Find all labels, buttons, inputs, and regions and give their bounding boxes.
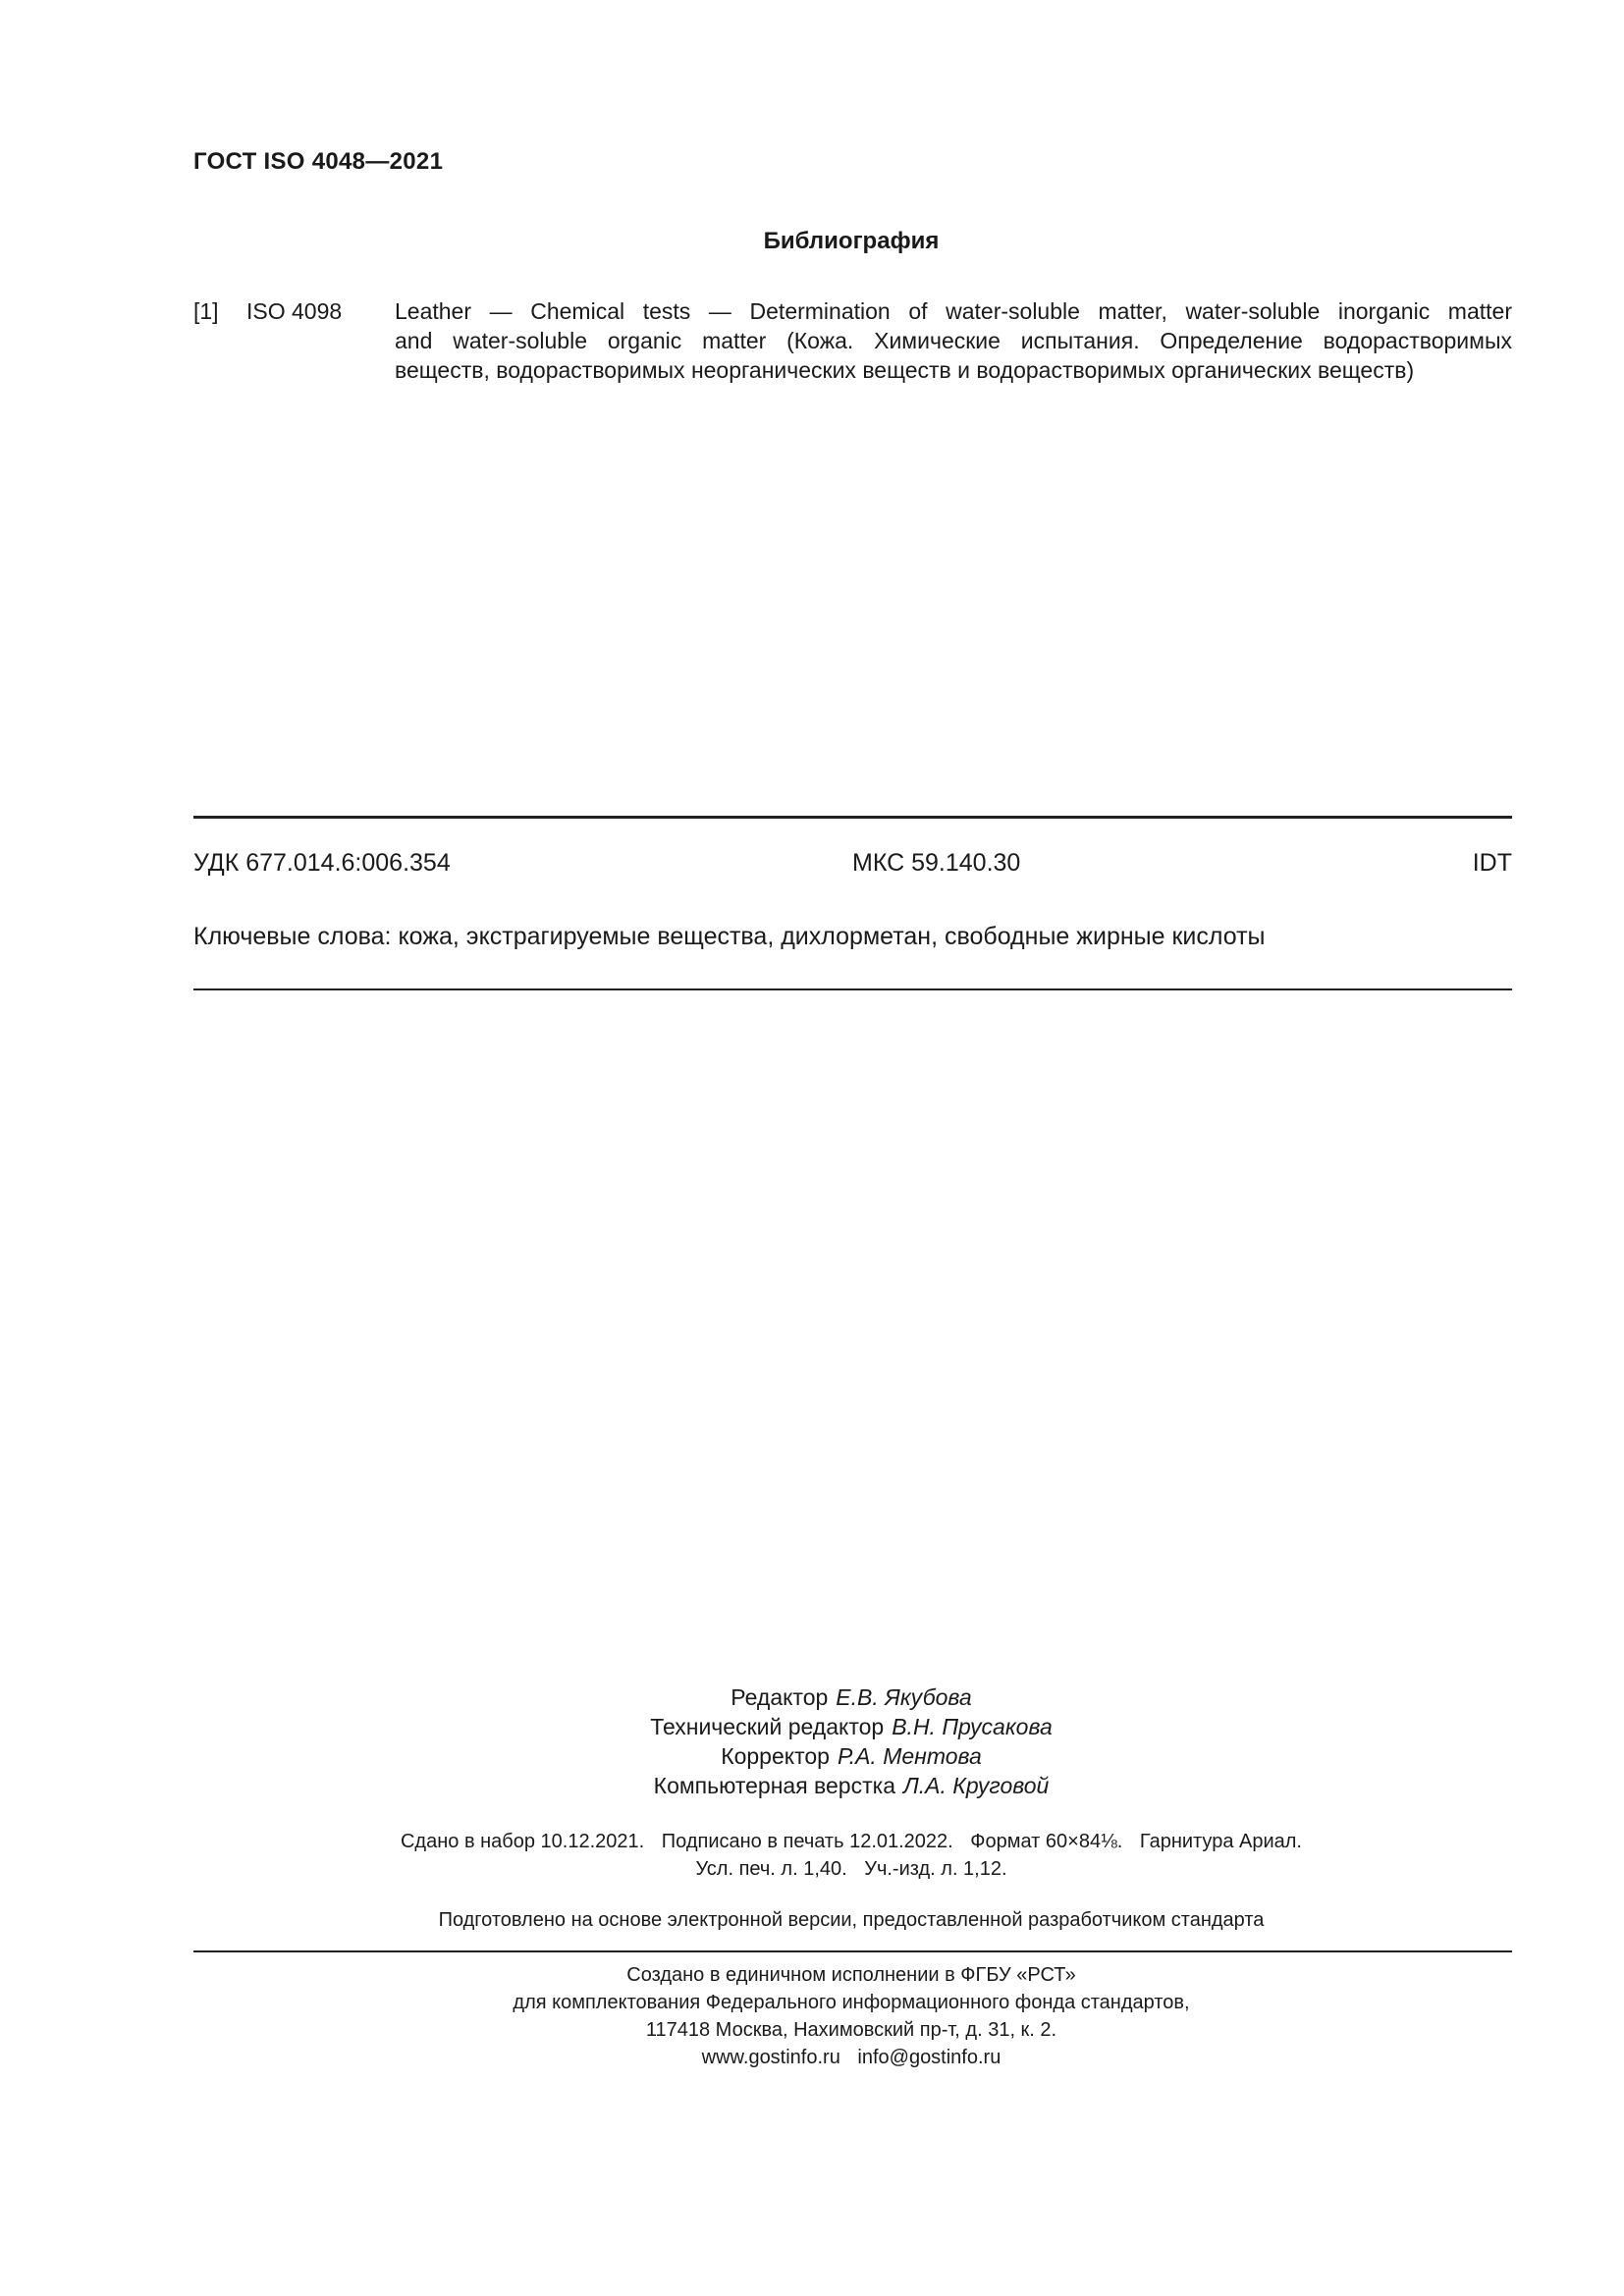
- imprint-block: [0, 1828, 1624, 1883]
- credit-role: Компьютерная верстка: [653, 1773, 895, 1798]
- credit-person: Л.А. Круговой: [903, 1773, 1050, 1798]
- reference-line: Leather — Chemical tests — Determination of water-soluble matter, water-soluble inorganic matter: [395, 298, 1512, 324]
- reference-line: веществ, водорастворимых неорганических веществ и водорастворимых органических веществ): [395, 357, 1415, 383]
- publisher-line: Создано в единичном исполнении в ФГБУ «РСТ»: [626, 1964, 1076, 1986]
- credit-line: [0, 1682, 1624, 1712]
- divider-middle: [193, 988, 1512, 990]
- publisher-line: для комплектования Федерального информационного фонда стандартов,: [513, 1992, 1190, 2013]
- credits-block: [0, 1682, 1624, 1800]
- website-link[interactable]: www.gostinfo.ru: [701, 2047, 840, 2068]
- imprint-publ-sheets: Уч.-изд. л. 1,12.: [864, 1858, 1007, 1880]
- imprint-print-sheets: Усл. печ. л. 1,40.: [695, 1858, 847, 1880]
- divider-top: [193, 816, 1512, 819]
- imprint-format: Формат 60×84⅛.: [970, 1831, 1123, 1852]
- credit-line: [0, 1741, 1624, 1771]
- document-code: ГОСТ ISO 4048—2021: [193, 148, 444, 175]
- keywords: Ключевые слова: кожа, экстрагируемые вещества, дихлорметан, свободные жирные кислоты: [193, 923, 1266, 950]
- publisher-links: [0, 2044, 1624, 2071]
- credit-person: В.Н. Прусакова: [892, 1714, 1053, 1739]
- reference-line: and water-soluble organic matter (Кожа. Химические испытания. Определение водорастворимых: [395, 328, 1512, 353]
- idt-label: IDT: [1472, 849, 1512, 877]
- credit-role: Редактор: [731, 1684, 829, 1710]
- publisher-block: [0, 1961, 1624, 2071]
- credit-role: Технический редактор: [650, 1714, 885, 1739]
- mks-code: МКС 59.140.30: [852, 849, 1021, 877]
- bibliography-title: Библиография: [763, 228, 940, 254]
- imprint-submitted: Сдано в набор 10.12.2021.: [400, 1831, 645, 1852]
- imprint-signed: Подписано в печать 12.01.2022.: [661, 1831, 953, 1852]
- credit-person: Е.В. Якубова: [836, 1684, 972, 1710]
- divider-bottom: [193, 1950, 1512, 1952]
- credit-line: [0, 1712, 1624, 1741]
- imprint-typeface: Гарнитура Ариал.: [1139, 1831, 1302, 1852]
- credit-person: Р.А. Ментова: [837, 1743, 982, 1769]
- prepared-note: Подготовлено на основе электронной версии, предоставленной разработчиком стандарта: [438, 1909, 1265, 1931]
- publisher-line: 117418 Москва, Нахимовский пр-т, д. 31, к. 2.: [645, 2019, 1057, 2041]
- credit-role: Корректор: [721, 1743, 830, 1769]
- reference-number: [1]: [193, 298, 219, 324]
- imprint-line-2: [0, 1855, 1624, 1883]
- credit-line: [0, 1771, 1624, 1800]
- email-link[interactable]: info@gostinfo.ru: [857, 2047, 1001, 2068]
- imprint-line-1: [0, 1828, 1624, 1855]
- reference-standard: ISO 4098: [246, 298, 343, 324]
- udk-code: УДК 677.014.6:006.354: [193, 849, 451, 877]
- reference-description: [395, 296, 1512, 385]
